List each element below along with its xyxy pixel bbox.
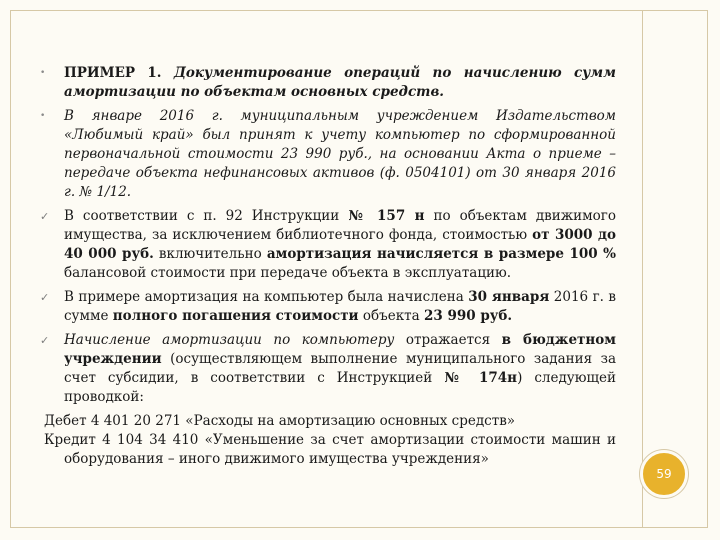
text-segment-bold: 23 990 руб. [423, 308, 513, 324]
text-segment: 2016 г. в сумме [64, 289, 617, 324]
text-segment: (осуществляющем выполнение муниципального задания за счет субсидии, в соответствии с Инструкцией [64, 351, 616, 386]
bullet-item-example-case [40, 107, 616, 202]
check-item-posting [40, 331, 616, 407]
text-segment: включительно [153, 246, 267, 262]
text-segment: В соответствии с п. 92 Инструкции [64, 208, 349, 224]
example-label: ПРИМЕР 1. [64, 65, 162, 81]
example-title: Документирование операций по начислению сумм амортизации по объектам основных средств. [64, 65, 616, 100]
text-segment-bold: № 157 н [348, 208, 425, 224]
vertical-divider [642, 10, 643, 528]
checkmark-icon: ✓ [40, 291, 50, 304]
text-segment-bold: от 3000 до 40 000 руб. [64, 227, 616, 262]
text-segment: балансовой стоимости при передаче объекта в эксплуатацию. [64, 265, 512, 281]
slide-content [40, 64, 616, 469]
text-segment-bold: полного погашения стоимости [112, 308, 359, 324]
bullet-icon: • [40, 68, 46, 78]
credit-entry: Кредит 4 104 34 410 «Уменьшение за счет амортизации стоимости машин и оборудования – иного движимого имущества учреждения» [44, 432, 616, 467]
text-segment: по объектам движимого имущества, за исключением библиотечного фонда, стоимостью [64, 208, 616, 243]
text-segment: ) следующей проводкой: [64, 370, 616, 405]
text-segment-italic: Начисление амортизации по компьютеру [64, 332, 395, 348]
text-segment-bold: амортизация начисляется в размере 100 % [266, 246, 616, 262]
debit-entry: Дебет 4 401 20 271 «Расходы на амортизацию основных средств» [44, 413, 516, 429]
example-case-text: В январе 2016 г. муниципальным учреждением Издательством «Любимый край» был принят к учету компьютер по сформированной первоначальной стоимости 23 990 руб., на основании Акта о приеме – передаче объекта нефинансовых активов (ф. 0504101) от 30 января 2016 г. № 1/12. [64, 108, 616, 200]
check-item-instruction-157 [40, 207, 616, 283]
text-segment: В примере амортизация на компьютер была начислена [64, 289, 469, 305]
text-segment-bold: 30 января [468, 289, 550, 305]
text-segment: отражается [394, 332, 502, 348]
text-segment-bold: в бюджетном учреждении [64, 332, 617, 367]
bullet-icon: • [40, 111, 46, 121]
checkmark-icon: ✓ [40, 334, 50, 347]
text-segment-bold: № 174н [444, 370, 518, 386]
checkmark-icon: ✓ [40, 210, 50, 223]
check-item-example-amortization [40, 288, 616, 326]
page-number-badge: 59 [640, 450, 688, 498]
bullet-item-example-title [40, 64, 616, 102]
text-segment: объекта [358, 308, 424, 324]
